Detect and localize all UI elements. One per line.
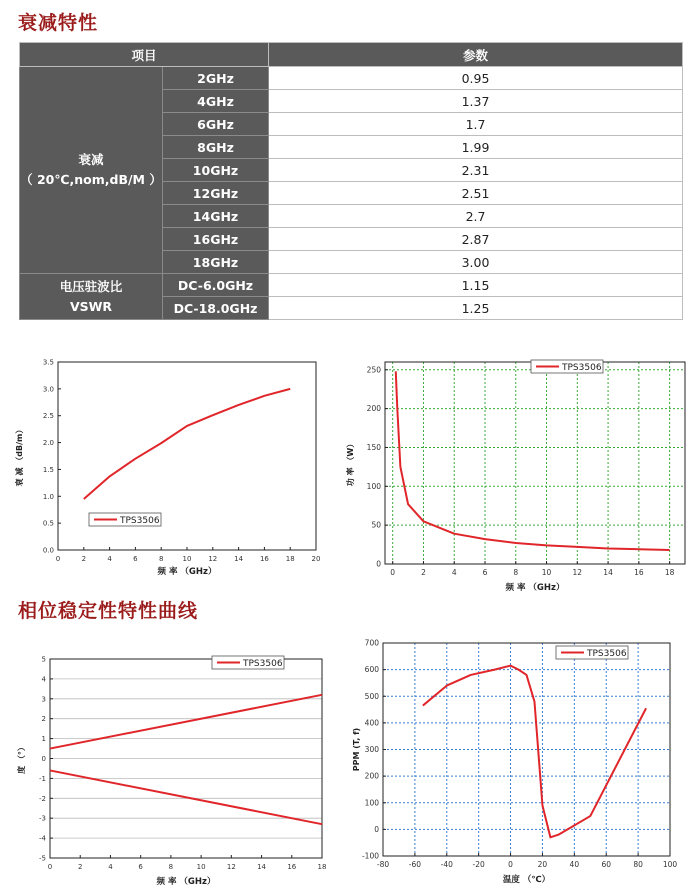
attenuation-chart [0,350,345,590]
legend-label: TPS3506 [562,363,602,373]
phase-chart [0,650,345,894]
x-tick-label: 6 [138,863,143,871]
power-chart [345,350,700,598]
freq-cell: 10GHz [163,159,269,182]
y-tick-label: 0 [376,559,381,569]
section-title-attenuation: 衰减特性 [18,12,99,34]
legend-label: TPS3506 [587,649,627,659]
x-tick-label: 18 [317,863,327,871]
y-tick-label: 3.0 [42,385,54,394]
value-cell: 3.00 [269,251,683,274]
x-tick-label: 16 [259,555,269,563]
y-tick-label: 400 [364,718,379,728]
y-tick-label: 250 [366,365,381,375]
y-tick-label: -5 [39,854,46,863]
x-tick-label: 2 [421,568,426,577]
x-axis-label: 频 率 （GHz） [156,877,216,887]
x-tick-label: 14 [234,555,244,563]
x-tick-label: -40 [440,860,453,869]
x-tick-label: 40 [569,860,580,869]
y-tick-label: 0 [374,824,379,834]
x-tick-label: 14 [257,863,267,871]
x-axis-label: 频 率 （GHz） [157,567,217,577]
y-tick-label: 0.5 [42,519,54,528]
x-tick-label: 0 [508,860,513,869]
table-row [20,274,683,297]
y-tick-label: 2 [41,715,46,724]
legend-label: TPS3506 [120,516,160,526]
y-tick-label: 1.5 [42,465,54,474]
y-tick-label: 500 [364,691,379,701]
freq-cell: 4GHz [163,90,269,113]
x-tick-label: 6 [482,568,488,577]
y-tick-label: 200 [364,771,379,781]
group-attenuation-line1: 衰减 [78,152,104,167]
header-item: 项目 [20,43,269,67]
series-line [84,389,290,499]
group-vswr-line2: VSWR [69,298,113,314]
value-cell: 2.7 [269,205,683,228]
value-cell: 1.25 [269,297,683,320]
group-vswr-line1: 电压驻波比 [59,278,123,294]
value-cell: 2.87 [269,228,683,251]
x-tick-label: 18 [664,568,675,577]
value-cell: 0.95 [269,67,683,90]
ppm-chart [345,630,700,894]
y-tick-label: 5 [41,655,46,664]
y-axis-label: 功 率 （W） [346,439,355,487]
y-axis-label: 度 （°） [17,743,26,774]
x-tick-label: 12 [572,568,583,577]
y-tick-label: 100 [366,481,381,491]
plot-frame [385,362,685,564]
group-attenuation-line2: （ 20℃,nom,dB/M ） [20,172,162,187]
x-tick-label: 0 [47,863,53,871]
x-tick-label: 2 [81,555,87,563]
y-tick-label: -4 [39,834,46,843]
x-axis-label: 频 率 （GHz） [505,583,565,593]
value-cell: 2.31 [269,159,683,182]
header-param: 参数 [269,43,683,67]
y-tick-label: 2.5 [42,412,54,421]
x-tick-label: -60 [408,860,422,869]
x-tick-label: 6 [133,555,138,563]
y-tick-label: 0 [41,755,46,763]
x-tick-label: 16 [634,568,644,577]
y-tick-label: 600 [364,665,379,675]
value-cell: 1.7 [269,113,683,136]
y-tick-label: 50 [371,520,381,530]
freq-cell: 14GHz [163,205,269,228]
x-tick-label: 8 [158,555,164,563]
y-tick-label: 4 [41,675,46,684]
freq-cell: 18GHz [163,251,269,274]
legend-label: TPS3506 [243,659,283,669]
y-tick-label: 1.0 [42,492,54,501]
x-tick-label: 20 [311,555,321,563]
y-tick-label: 300 [364,745,379,754]
value-cell: 1.99 [269,136,683,159]
x-tick-label: 12 [208,555,218,563]
x-tick-label: 8 [168,863,174,871]
series-line [396,371,670,550]
freq-cell: 12GHz [163,182,269,205]
freq-cell: 2GHz [163,67,269,90]
x-tick-label: 8 [513,568,519,577]
section-title-phase-stability: 相位稳定性特性曲线 [18,600,199,622]
freq-cell: DC-18.0GHz [163,297,269,320]
y-tick-label: -100 [361,851,379,861]
group-vswr [20,274,163,320]
y-tick-label: 3.5 [42,358,54,367]
spec-table [19,42,683,320]
freq-cell: 8GHz [163,136,269,159]
x-tick-label: 4 [451,568,457,577]
freq-cell: 6GHz [163,113,269,136]
x-tick-label: 0 [390,568,396,577]
y-tick-label: -3 [39,814,46,823]
series-line [50,695,322,749]
x-tick-label: 4 [107,555,112,563]
y-tick-label: -2 [39,794,46,803]
value-cell: 2.51 [269,182,683,205]
x-tick-label: -80 [376,860,390,869]
x-tick-label: 0 [55,555,61,563]
y-tick-label: 100 [364,798,379,808]
y-axis-label: 衰 减 （dB/m） [15,425,24,487]
x-tick-label: 80 [633,860,643,869]
value-cell: 1.15 [269,274,683,297]
freq-cell: 16GHz [163,228,269,251]
x-tick-label: 12 [226,863,236,871]
x-tick-label: 20 [537,860,548,869]
y-axis-label: PPM (T, f) [352,727,361,772]
y-tick-label: 1 [41,735,46,744]
x-tick-label: 4 [108,863,113,871]
x-tick-label: -20 [472,860,485,869]
x-tick-label: 10 [541,568,552,577]
y-tick-label: 150 [366,442,381,452]
x-tick-label: 100 [662,860,678,869]
x-tick-label: 14 [603,568,613,577]
y-tick-label: 700 [364,638,379,648]
x-axis-label: 温度 （℃） [502,875,551,885]
value-cell: 1.37 [269,90,683,113]
y-tick-label: 3 [41,695,46,704]
x-tick-label: 10 [182,555,192,563]
group-attenuation [20,67,163,274]
x-tick-label: 2 [77,863,83,871]
x-tick-label: 60 [601,860,611,869]
y-tick-label: -1 [39,774,46,783]
table-row [20,67,683,90]
y-tick-label: 200 [366,404,381,414]
table-header-row [20,43,683,67]
x-tick-label: 16 [287,863,297,871]
y-tick-label: 0.0 [42,546,54,555]
series-line [423,666,646,838]
x-tick-label: 18 [285,555,295,563]
y-tick-label: 2.0 [42,439,54,448]
freq-cell: DC-6.0GHz [163,274,269,297]
x-tick-label: 10 [196,863,206,871]
